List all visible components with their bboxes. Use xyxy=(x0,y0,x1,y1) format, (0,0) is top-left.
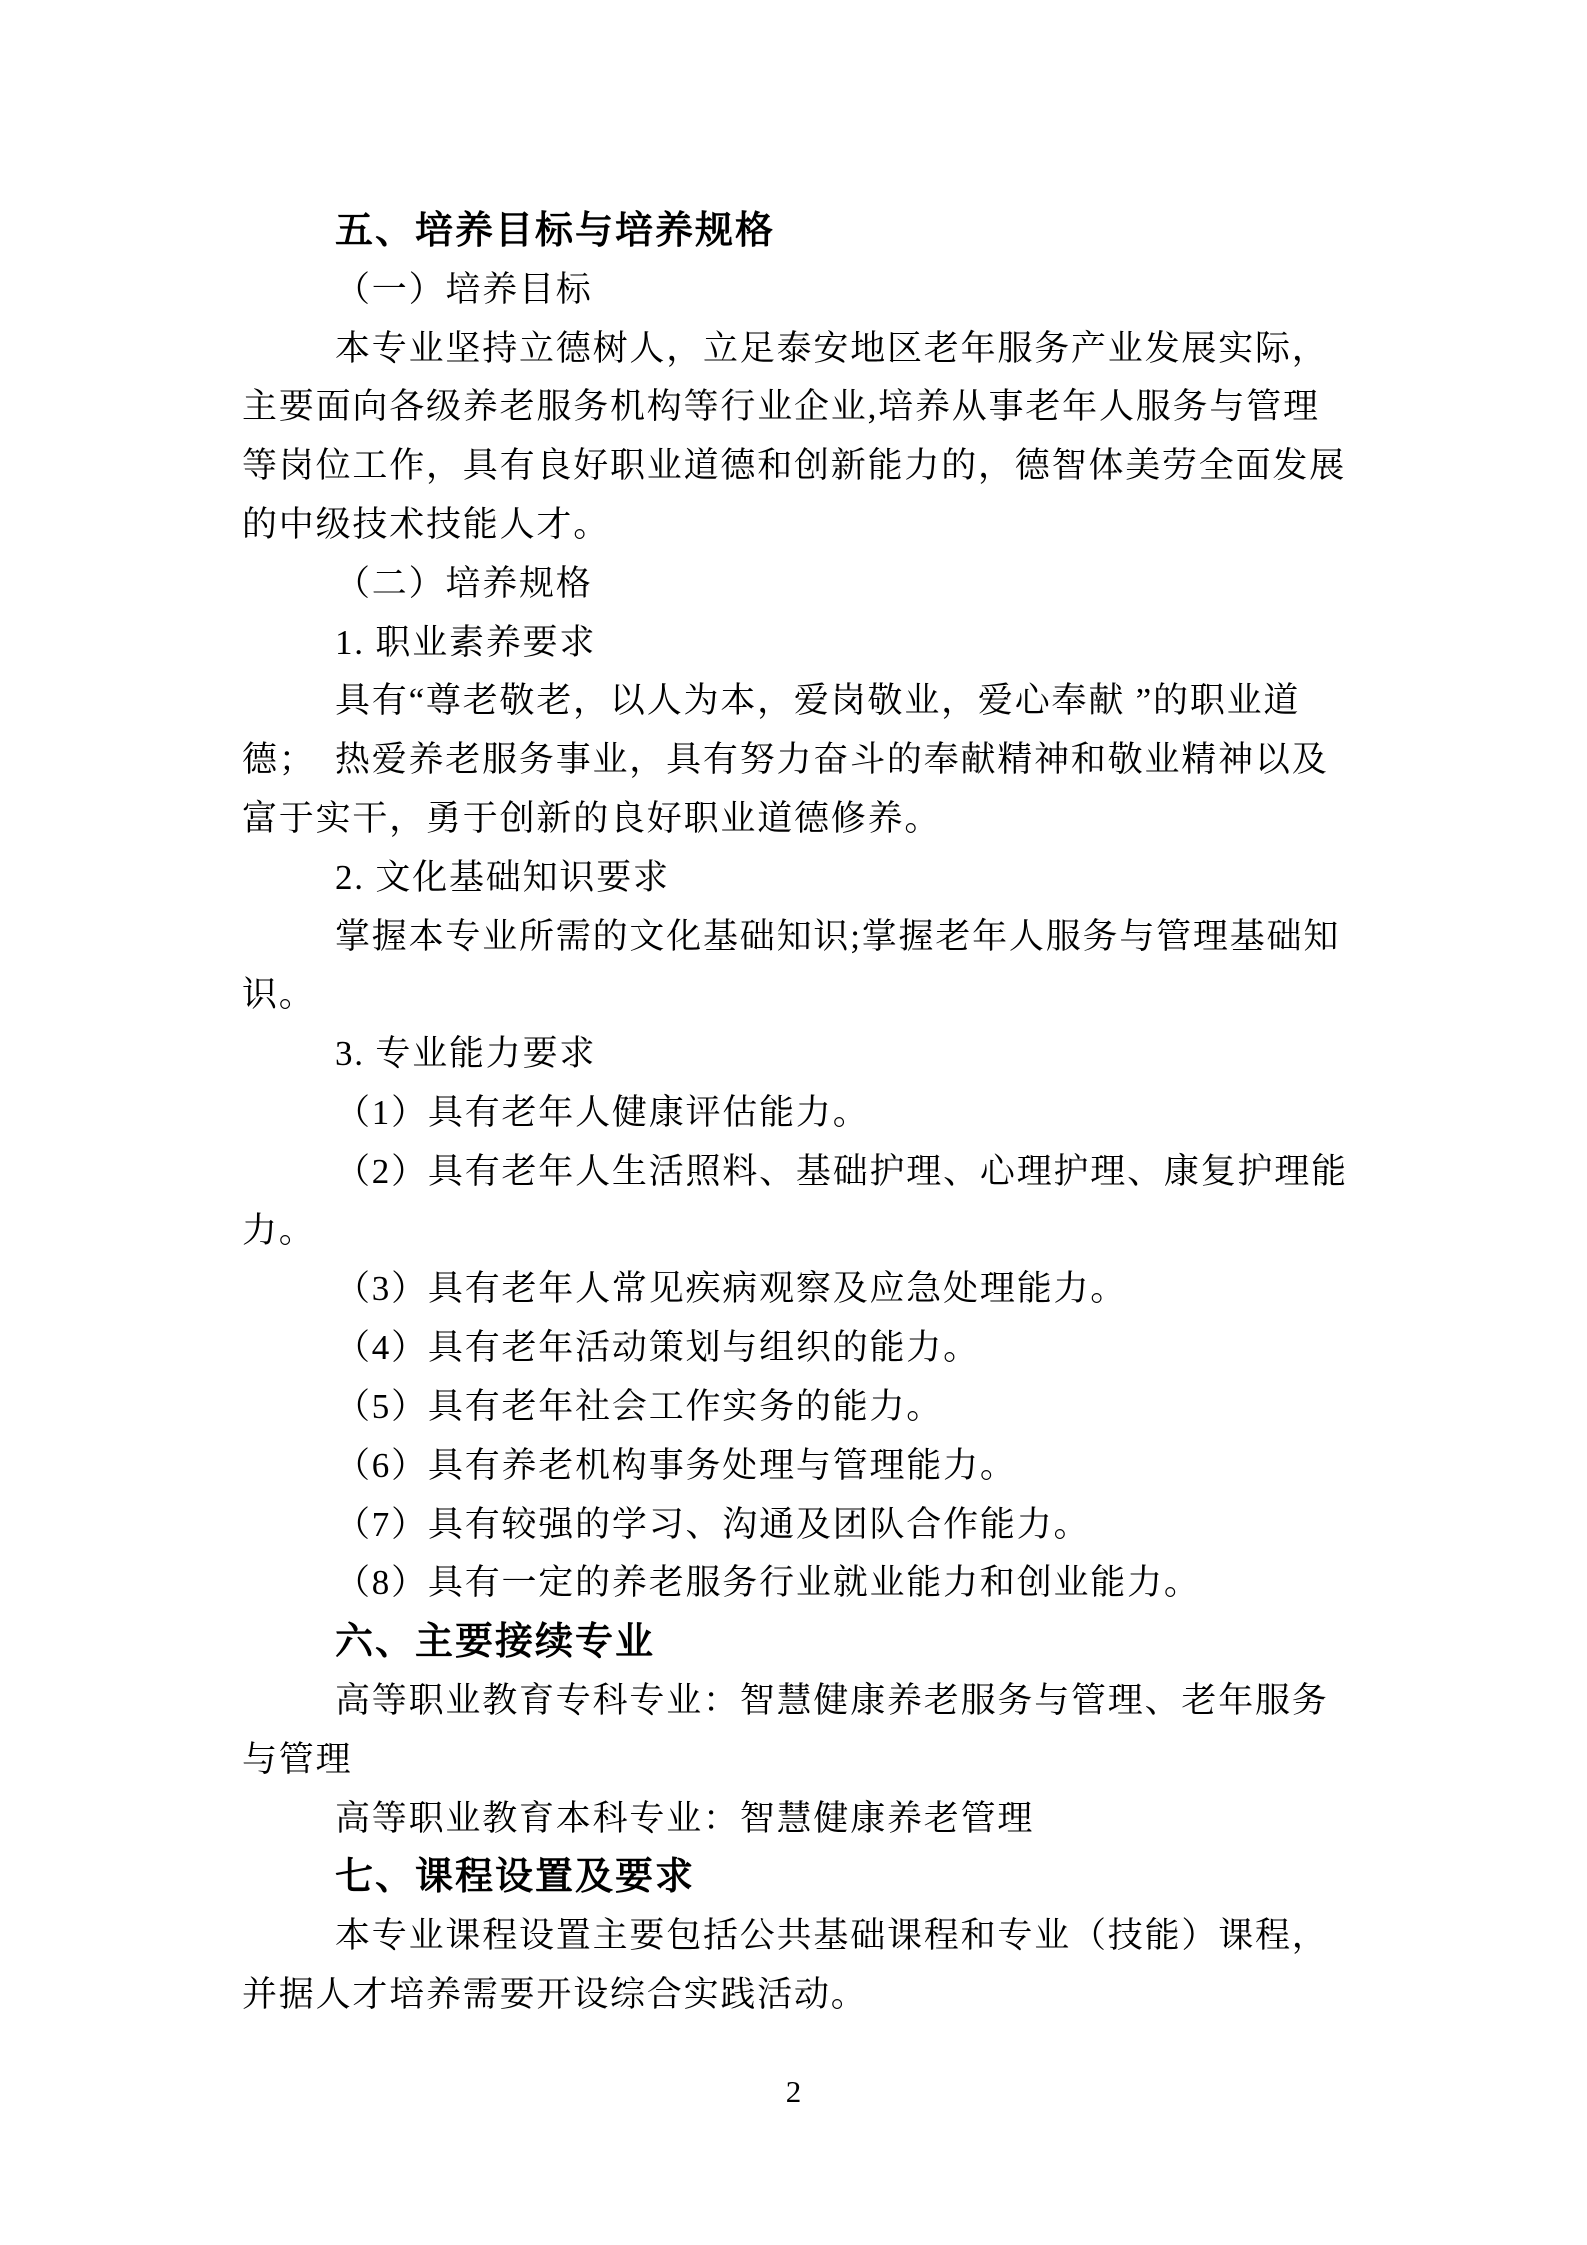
text-line: （3）具有老年人常见疾病观察及应急处理能力。 xyxy=(335,1269,1128,1309)
text-line: （1）具有老年人健康评估能力。 xyxy=(335,1092,870,1132)
text-line: 五、培养目标与培养规格 xyxy=(335,210,776,252)
text-line: （7）具有较强的学习、沟通及团队合作能力。 xyxy=(335,1504,1091,1544)
text-line: 3. 专业能力要求 xyxy=(335,1034,597,1074)
text-line: 掌握本专业所需的文化基础知识;掌握老年人服务与管理基础知 xyxy=(335,916,1341,956)
text-line: （4）具有老年活动策划与组织的能力。 xyxy=(335,1328,980,1368)
text-line: 六、主要接续专业 xyxy=(335,1621,656,1664)
text-line: 识。 xyxy=(242,975,316,1015)
text-line: 具有“尊老敬老，以人为本，爱岗敬业，爱心奉献 ”的职业道 xyxy=(335,681,1301,721)
text-line: （二）培养规格 xyxy=(335,563,593,603)
text-line: 德； 热爱养老服务事业，具有努力奋斗的奉献精神和敬业精神以及 xyxy=(242,740,1329,780)
text-line: 富于实干，勇于创新的良好职业道德修养。 xyxy=(242,798,942,838)
text-line: （2）具有老年人生活照料、基础护理、心理护理、康复护理能 xyxy=(335,1151,1348,1191)
text-line: 2. 文化基础知识要求 xyxy=(335,857,670,897)
text-line: 力。 xyxy=(242,1210,316,1250)
text-line: 高等职业教育专科专业：智慧健康养老服务与管理、老年服务 xyxy=(335,1680,1329,1720)
text-line: 七、课程设置及要求 xyxy=(335,1856,696,1899)
text-line: 与管理 xyxy=(242,1739,353,1779)
text-line: 1. 职业素养要求 xyxy=(335,622,597,662)
text-line: （8）具有一定的养老服务行业就业能力和创业能力。 xyxy=(335,1563,1201,1603)
text-line: 高等职业教育本科专业：智慧健康养老管理 xyxy=(335,1798,1035,1838)
text-line: （5）具有老年社会工作实务的能力。 xyxy=(335,1386,944,1426)
document-body xyxy=(242,202,1348,2025)
text-line: （6）具有养老机构事务处理与管理能力。 xyxy=(335,1445,1017,1485)
text-line: 等岗位工作，具有良好职业道德和创新能力的，德智体美劳全面发展 xyxy=(242,446,1347,486)
page-number: 2 xyxy=(785,2074,802,2109)
text-line: 本专业坚持立德树人，立足泰安地区老年服务产业发展实际， xyxy=(335,328,1329,368)
text-line: 主要面向各级养老服务机构等行业企业,培养从事老年人服务与管理 xyxy=(242,387,1320,427)
text-line: （一）培养目标 xyxy=(335,269,593,309)
text-line: 的中级技术技能人才。 xyxy=(242,504,611,544)
text-line: 并据人才培养需要开设综合实践活动。 xyxy=(242,1974,868,2014)
text-line: 本专业课程设置主要包括公共基础课程和专业（技能）课程， xyxy=(335,1916,1329,1956)
